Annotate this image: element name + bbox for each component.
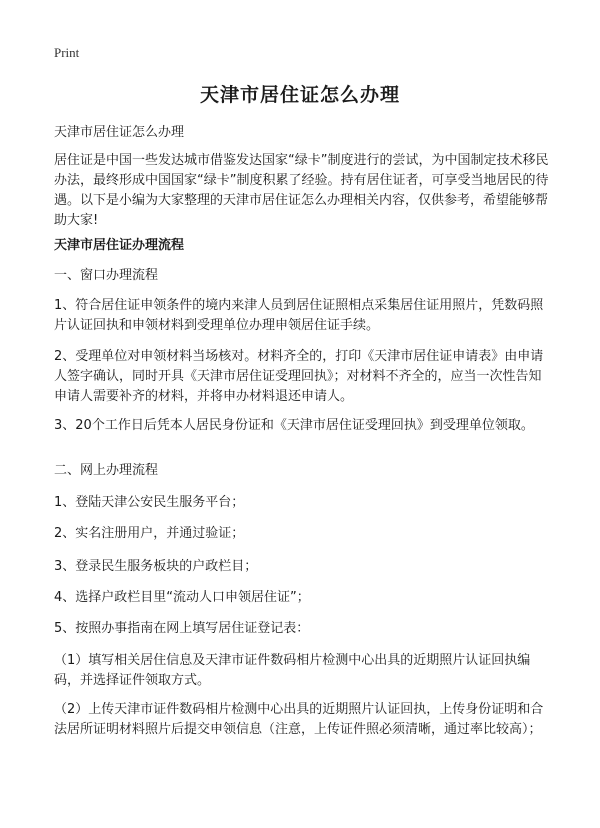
online-step-3: 3、登录民生服务板块的户政栏目； xyxy=(54,559,258,574)
window-step-3: 3、20个工作日后凭本人居民身份证和《天津市居住证受理回执》到受理单位领取。 xyxy=(54,418,534,433)
online-substep-1: （1）填写相关居住信息及天津市证件数码相片检测中心出具的近期照片认证回执编码，并选择证件领取方式。 xyxy=(54,653,531,688)
online-substep-2: （2）上传天津市证件数码相片检测中心出具的近期照片认证回执，上传身份证明和合法居所证明材料照片后提交申领信息（注意，上传证件照必须清晰，通过率比较高）； xyxy=(54,702,544,737)
window-step-1: 1、符合居住证申领条件的境内来津人员到居住证照相点采集居住证用照片，凭数码照片认证回执和申领材料到受理单位办理申领居住证手续。 xyxy=(54,298,544,333)
online-step-5: 5、按照办事指南在网上填写居住证登记表： xyxy=(54,621,310,636)
online-process-heading: 二、网上办理流程 xyxy=(54,463,159,478)
intro-paragraph: 居住证是中国一些发达城市借鉴发达国家“绿卡”制度进行的尝试，为中国制定技术移民办法，最终形成中国国家“绿卡”制度积累了经验。持有居住证者，可享受当地居民的待遇。以下是小编为大家整理的天津市居住证怎么办理相关内容，仅供参考，希望能够帮助大家! xyxy=(54,153,549,228)
online-step-2: 2、实名注册用户，并通过验证； xyxy=(54,526,245,541)
print-link[interactable]: Print xyxy=(54,45,80,60)
section-heading: 天津市居住证办理流程 xyxy=(54,238,185,253)
window-process-heading: 一、窗口办理流程 xyxy=(54,268,159,283)
window-step-2: 2、受理单位对申领材料当场核对。材料齐全的，打印《天津市居住证申请表》由申请人签字确认，同时开具《天津市居住证受理回执》；对材料不齐全的，应当一次性告知申请人需要补齐的材料，并将申办材料退还申请人。 xyxy=(54,349,544,404)
document-subtitle: 天津市居住证怎么办理 xyxy=(54,125,185,140)
online-step-4: 4、选择户政栏目里“流动人口申领居住证”； xyxy=(54,590,310,605)
document-title: 天津市居住证怎么办理 xyxy=(199,84,400,106)
online-step-1: 1、登陆天津公安民生服务平台； xyxy=(54,495,245,510)
